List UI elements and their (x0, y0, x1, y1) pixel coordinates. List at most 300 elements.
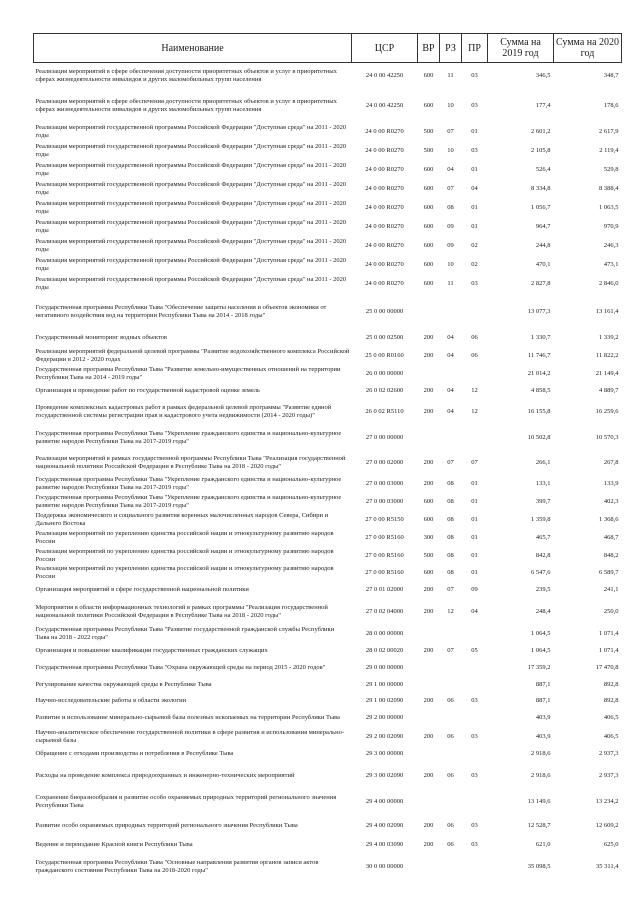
table-row (34, 63, 622, 90)
row-rz: 08 (447, 479, 454, 487)
row-rz: 09 (447, 223, 454, 230)
table-row (34, 275, 622, 294)
row-sum-2020: 625,0 (603, 840, 619, 848)
row-sum-2019: 244,8 (535, 242, 551, 249)
row-rz: 08 (447, 569, 454, 576)
row-sum-2019: 4 858,5 (531, 386, 551, 394)
table-row (34, 218, 622, 237)
row-pr: 01 (471, 223, 478, 230)
row-pr: 05 (471, 646, 478, 654)
table-row (34, 399, 622, 425)
row-csr: 26 0 00 00000 (365, 369, 404, 377)
row-vr: 500 (423, 551, 434, 559)
row-sum-2019: 21 014,2 (527, 369, 551, 377)
row-sum-2019: 13 149,6 (527, 797, 551, 805)
row-name: Реализация мероприятий государственной программы Российской Федерации "Доступная среда" на 2011 - 2020 годы (35, 162, 347, 177)
table-row (34, 565, 622, 582)
row-rz (440, 625, 462, 643)
row-sum-2020: 1 071,4 (599, 629, 619, 637)
row-csr: 24 0 00 R0270 (365, 261, 404, 268)
row-csr: 25 0 00 00000 (365, 307, 404, 315)
row-rz: 06 (447, 696, 454, 704)
table-row (34, 853, 622, 882)
row-name: Реализация мероприятий в рамках государственной программы Республики Тыва "Реализация государственной национальной политики Российской Федерации в Республике Тыва на 2018 - 2020 годы" (35, 454, 346, 470)
row-pr: 01 (471, 128, 478, 135)
row-name: Реализация мероприятий государственной программы Российской Федерации "Доступная среда" на 2011 - 2020 годы (35, 238, 347, 253)
row-name: Реализация мероприятий государственной программы Российской Федерации "Доступная среда" на 2011 - 2020 годы (35, 143, 347, 158)
table-row (34, 837, 622, 853)
row-rz: 11 (447, 280, 454, 287)
row-pr: 03 (471, 280, 478, 287)
table-row (34, 365, 622, 383)
row-name: Реализация мероприятий государственной программы Российской Федерации "Доступная среда" на 2011 - 2020 годы (35, 124, 347, 139)
table-row (34, 256, 622, 275)
row-pr: 12 (471, 386, 478, 394)
row-rz: 07 (447, 128, 454, 135)
row-sum-2020: 35 311,4 (595, 863, 619, 870)
row-csr: 27 0 00 03000 (365, 479, 404, 487)
row-csr: 24 0 00 42250 (365, 72, 404, 80)
row-pr (462, 294, 488, 330)
row-vr: 300 (423, 533, 434, 541)
table-row (34, 475, 622, 493)
row-csr: 27 0 00 R5160 (365, 551, 404, 559)
row-rz (440, 853, 462, 882)
row-name: Государственная программа Республики Тыва "Обеспечение защиты населения и объектов экономики от негативного воздействия вод на территории Республики Тыва на 2014 - 2018 годы" (35, 303, 327, 319)
row-sum-2020: 10 570,3 (595, 433, 619, 441)
row-sum-2019: 1 056,7 (531, 204, 551, 211)
row-sum-2020: 17 470,8 (595, 663, 619, 671)
row-sum-2020: 406,5 (603, 732, 619, 740)
row-name: Реализация мероприятий государственной программы Российской Федерации "Доступная среда" на 2011 - 2020 годы (35, 200, 347, 215)
row-vr (418, 677, 440, 693)
table-row (34, 383, 622, 399)
row-rz (440, 677, 462, 693)
row-sum-2019: 266,1 (535, 458, 551, 466)
row-csr: 27 0 00 R5160 (365, 569, 404, 576)
row-sum-2020: 267,8 (603, 458, 619, 466)
row-name: Государственный мониторинг водных объектов (35, 334, 167, 341)
row-rz (440, 746, 462, 763)
row-vr: 600 (423, 223, 434, 230)
row-vr: 200 (423, 407, 434, 415)
table-row (34, 746, 622, 763)
row-rz (440, 365, 462, 383)
row-vr (418, 746, 440, 763)
row-csr: 24 0 00 R0270 (365, 185, 404, 192)
row-vr (418, 294, 440, 330)
row-name: Реализация мероприятий по укреплению единства российской нации и этнокультурному развитию народов России (35, 529, 334, 545)
row-sum-2019: 964,7 (535, 223, 551, 230)
row-pr: 01 (471, 533, 478, 541)
table-row (34, 493, 622, 511)
row-pr: 03 (471, 771, 478, 779)
row-pr: 06 (471, 351, 478, 359)
row-pr: 07 (471, 458, 478, 466)
row-sum-2020: 4 889,7 (599, 386, 619, 394)
row-name: Государственная программа Республики Тыва "Укрепление гражданского единства и национально-культурное развитие народов Республики Тыва на 2017-2019 годы" (35, 493, 342, 509)
row-pr (462, 853, 488, 882)
row-sum-2019: 403,9 (535, 714, 551, 721)
row-name: Организация мероприятий в сфере государственной национальной политики (35, 586, 249, 593)
row-rz: 06 (447, 821, 454, 829)
row-sum-2019: 887,1 (535, 696, 551, 704)
row-name: Государственная программа Республики Тыва "Развитие земельно-имущественных отношений на территории Республики Тыва на 2014 - 2019 годы" (35, 365, 341, 381)
row-pr: 01 (471, 515, 478, 523)
row-pr: 01 (471, 551, 478, 559)
row-pr: 01 (471, 204, 478, 211)
row-sum-2019: 1 359,8 (531, 515, 551, 523)
row-pr (462, 789, 488, 815)
row-name: Реализация мероприятий государственной программы Российской Федерации "Доступная среда" на 2011 - 2020 годы (35, 219, 347, 234)
row-sum-2020: 1 368,6 (599, 515, 619, 523)
row-sum-2020: 241,1 (603, 586, 619, 593)
row-sum-2020: 970,9 (603, 223, 619, 230)
row-name: Регулирование качества окружающей среды в Республике Тыва (35, 680, 212, 688)
table-row (34, 161, 622, 180)
row-sum-2019: 465,7 (535, 533, 551, 541)
row-sum-2020: 1 063,5 (599, 204, 619, 211)
row-pr: 03 (471, 732, 478, 740)
row-rz: 06 (447, 840, 454, 848)
row-sum-2019: 177,4 (535, 102, 551, 109)
table-row (34, 789, 622, 815)
row-rz: 07 (447, 646, 454, 654)
row-rz: 10 (447, 102, 454, 109)
row-sum-2020: 1 071,4 (599, 646, 619, 654)
row-name: Государственная программа Республики Тыва "Основные направления развития органов записи актов гражданского состояния Республики Тыва на 2018-2020 годы" (35, 859, 319, 874)
row-sum-2020: 848,2 (603, 551, 619, 559)
row-sum-2019: 2 105,8 (531, 147, 551, 154)
row-pr: 03 (471, 696, 478, 704)
row-vr: 600 (423, 242, 434, 249)
table-row (34, 511, 622, 529)
row-name: Поддержка экономического и социального развития коренных малочисленных народов Севера, Сибири и Дальнего Востока (35, 511, 329, 527)
row-csr: 24 0 00 R0270 (365, 166, 404, 173)
row-csr: 29 0 00 00000 (365, 663, 404, 671)
row-csr: 28 0 00 00000 (365, 629, 404, 637)
row-sum-2020: 250,0 (603, 607, 619, 615)
row-pr: 12 (471, 407, 478, 415)
row-vr: 200 (423, 821, 434, 829)
row-pr: 03 (471, 821, 478, 829)
row-rz: 08 (447, 497, 454, 505)
row-csr: 29 4 00 03090 (365, 840, 404, 848)
row-sum-2019: 403,9 (535, 732, 551, 740)
row-sum-2019: 887,1 (535, 680, 551, 688)
row-rz: 11 (447, 72, 454, 80)
row-sum-2019: 17 359,2 (527, 663, 551, 671)
row-sum-2019: 842,8 (535, 551, 551, 559)
table-row (34, 547, 622, 565)
row-name: Государственная программа Республики Тыва "Укрепление гражданского единства и национально-культурное развитие народов Республики Тыва на 2017-2019 годы" (35, 429, 342, 445)
row-pr: 04 (471, 185, 478, 192)
row-rz: 08 (447, 515, 454, 523)
row-pr (462, 425, 488, 451)
row-vr: 600 (423, 515, 434, 523)
row-vr: 200 (423, 732, 434, 740)
table-row (34, 451, 622, 475)
row-vr: 600 (423, 185, 434, 192)
row-vr: 600 (423, 569, 434, 576)
table-row (34, 709, 622, 728)
row-pr: 02 (471, 261, 478, 268)
row-sum-2019: 13 077,3 (527, 307, 551, 315)
row-csr: 29 4 00 00000 (365, 797, 404, 805)
row-pr: 06 (471, 334, 478, 341)
row-sum-2019: 8 334,8 (531, 185, 551, 192)
row-csr: 27 0 00 03000 (365, 497, 404, 505)
row-csr: 27 0 00 R5160 (365, 533, 404, 541)
row-sum-2019: 2 918,6 (531, 750, 551, 757)
table-row (34, 643, 622, 659)
row-csr: 26 0 02 R5110 (365, 407, 404, 415)
row-vr: 600 (423, 166, 434, 173)
row-pr: 03 (471, 147, 478, 154)
row-vr: 200 (423, 771, 434, 779)
table-row (34, 347, 622, 365)
row-name: Реализация мероприятий по укреплению единства российской нации и этнокультурному развитию народов России (35, 565, 334, 580)
row-sum-2020: 2 119,4 (599, 147, 619, 154)
row-pr (462, 365, 488, 383)
table-body (34, 63, 622, 882)
row-csr: 24 0 00 R0270 (365, 242, 404, 249)
row-vr: 200 (423, 386, 434, 394)
row-vr (418, 709, 440, 728)
row-name: Расходы на проведение комплекса природоохранных и инженерно-технических мероприятий (35, 771, 295, 779)
row-csr: 29 2 00 00000 (365, 714, 404, 721)
row-rz: 09 (447, 242, 454, 249)
table-row (34, 90, 622, 123)
row-name: Реализация мероприятий по укреплению единства российской нации и этнокультурному развитию народов России (35, 547, 334, 563)
row-sum-2020: 13 234,2 (595, 797, 619, 805)
row-name: Государственная программа Республики Тыва "Охрана окружающей среды на период 2015 - 2020 годов" (35, 663, 326, 671)
table-row (34, 142, 622, 161)
row-sum-2020: 892,8 (603, 680, 619, 688)
row-csr: 24 0 00 R0270 (365, 280, 404, 287)
table-row (34, 425, 622, 451)
row-vr: 600 (423, 497, 434, 505)
row-vr (418, 789, 440, 815)
row-sum-2019: 11 746,7 (527, 351, 551, 359)
row-vr: 600 (423, 280, 434, 287)
row-name: Реализация мероприятий государственной программы Российской Федерации "Доступная среда" на 2011 - 2020 годы (35, 276, 347, 291)
row-rz: 04 (447, 386, 454, 394)
row-sum-2020: 468,7 (603, 533, 619, 541)
row-sum-2020: 348,7 (603, 72, 619, 80)
row-vr: 200 (423, 607, 434, 615)
row-rz: 10 (447, 147, 454, 154)
row-sum-2019: 133,1 (535, 479, 551, 487)
table-row (34, 199, 622, 218)
row-sum-2020: 2 846,0 (599, 280, 619, 287)
row-csr: 24 0 00 R0270 (365, 223, 404, 230)
row-sum-2019: 248,4 (535, 607, 551, 615)
row-vr: 200 (423, 334, 434, 341)
row-pr: 01 (471, 569, 478, 576)
table-row (34, 815, 622, 837)
row-rz: 04 (447, 166, 454, 173)
row-sum-2020: 21 149,4 (595, 369, 619, 377)
row-rz (440, 709, 462, 728)
row-rz: 07 (447, 586, 454, 593)
row-name: Реализация мероприятий государственной программы Российской Федерации "Доступная среда" на 2011 - 2020 годы (35, 181, 347, 196)
row-pr: 01 (471, 497, 478, 505)
row-name: Развитие особо охраняемых природных территорий регионального значения Республики Тыва (35, 821, 298, 829)
row-pr (462, 746, 488, 763)
row-rz: 08 (447, 533, 454, 541)
row-vr: 500 (423, 147, 434, 154)
row-name: Реализация мероприятий в сфере обеспечения доступности приоритетных объектов и услуг в приоритетных сферах жизнедеятельности инвалидов и других маломобильных групп населения (35, 68, 337, 84)
row-pr: 04 (471, 607, 478, 615)
header-vr: ВР (418, 34, 440, 63)
row-csr: 25 0 00 R0160 (365, 351, 404, 359)
row-csr: 26 0 02 02600 (365, 386, 404, 394)
table-header-row (34, 34, 622, 63)
row-pr: 01 (471, 166, 478, 173)
row-name: Мероприятия в области информационных технологий в рамках программы "Реализация государственной национальной политики Российской Федерации в Республике Тыва на 2018 - 2020 годы" (35, 603, 328, 619)
row-sum-2020: 892,8 (603, 696, 619, 704)
table-row (34, 294, 622, 330)
row-csr: 24 0 00 R0270 (365, 147, 404, 154)
row-csr: 24 0 00 R0270 (365, 204, 404, 211)
row-sum-2020: 12 609,2 (595, 821, 619, 829)
row-csr: 29 1 00 00000 (365, 680, 404, 688)
row-sum-2020: 8 388,4 (599, 185, 619, 192)
row-pr (462, 625, 488, 643)
row-vr: 600 (423, 72, 434, 80)
row-name: Проведение комплексных кадастровых работ в рамках федеральной целевой программы "Развитие единой государственной системы регистрации прав и кадастрового учета недвижимости (2014 - 2020 годы)" (35, 403, 332, 419)
row-pr: 03 (471, 102, 478, 109)
row-pr (462, 709, 488, 728)
row-vr: 500 (423, 128, 434, 135)
row-name: Реализация мероприятий государственной программы Российской Федерации "Доступная среда" на 2011 - 2020 годы (35, 257, 347, 272)
row-sum-2019: 621,0 (535, 840, 551, 848)
table-row (34, 659, 622, 677)
row-rz: 04 (447, 407, 454, 415)
row-sum-2019: 346,5 (535, 72, 551, 80)
row-csr: 27 0 02 04000 (365, 607, 404, 615)
row-sum-2019: 239,5 (535, 586, 551, 593)
row-name: Научно-аналитическое обеспечение государственной политики в сфере развития и использования минерально-сырьевой базы (35, 728, 344, 744)
row-sum-2019: 16 155,8 (527, 407, 551, 415)
row-rz: 04 (447, 351, 454, 359)
row-vr: 600 (423, 261, 434, 268)
row-vr: 200 (423, 696, 434, 704)
row-sum-2019: 399,7 (535, 497, 551, 505)
row-sum-2019: 35 098,5 (527, 863, 551, 870)
row-sum-2019: 12 528,7 (527, 821, 551, 829)
header-csr: ЦСР (352, 34, 418, 63)
header-sum-2019: Сумма на 2019 год (488, 34, 554, 63)
row-csr: 29 3 00 02090 (365, 771, 404, 779)
row-name: Развитие и использование минерально-сырьевой базы полезных ископаемых на территории Республики Тыва (35, 714, 340, 721)
row-pr (462, 677, 488, 693)
row-sum-2020: 16 259,6 (595, 407, 619, 415)
row-sum-2019: 470,1 (535, 261, 551, 268)
row-name: Ведение и переиздание Красной книги Республики Тыва (35, 840, 193, 848)
row-rz: 07 (447, 185, 454, 192)
row-rz: 08 (447, 551, 454, 559)
row-vr: 200 (423, 646, 434, 654)
row-name: Организация и проведение работ по государственной кадастровой оценке земель (35, 386, 261, 394)
row-vr: 200 (423, 458, 434, 466)
row-name: Научно-исследовательские работы в области экологии (35, 696, 187, 704)
row-sum-2020: 529,8 (603, 166, 619, 173)
row-sum-2020: 1 339,2 (599, 334, 619, 341)
row-sum-2019: 10 502,8 (527, 433, 551, 441)
row-rz: 04 (447, 334, 454, 341)
row-csr: 27 0 00 R5150 (365, 515, 404, 523)
row-csr: 29 4 00 02090 (365, 821, 404, 829)
row-csr: 28 0 02 00020 (365, 646, 404, 654)
row-vr: 600 (423, 204, 434, 211)
table-row (34, 330, 622, 347)
row-sum-2020: 246,3 (603, 242, 619, 249)
budget-table (33, 33, 622, 882)
table-row (34, 763, 622, 789)
header-pr: ПР (462, 34, 488, 63)
row-name: Государственная программа Республики Тыва "Развитие государственной гражданской службы Республики Тыва на 2018 - 2022 годы" (35, 625, 335, 641)
row-vr (418, 365, 440, 383)
row-pr: 03 (471, 72, 478, 80)
row-sum-2020: 133,9 (603, 479, 619, 487)
row-name: Реализация мероприятий федеральной целевой программы "Развитие водохозяйственного комплекса Российской Федерации в 2012 - 2020 годах (35, 347, 350, 363)
row-pr: 02 (471, 242, 478, 249)
table-row (34, 237, 622, 256)
table-row (34, 625, 622, 643)
row-sum-2019: 2 918,6 (531, 771, 551, 779)
row-pr (462, 659, 488, 677)
row-rz: 06 (447, 771, 454, 779)
row-sum-2020: 178,6 (603, 102, 619, 109)
row-name: Сохранение биоразнообразия и развитие особо охраняемых природных территорий регионального значения Республики Тыва (35, 793, 337, 809)
table-row (34, 529, 622, 547)
row-vr (418, 853, 440, 882)
row-vr: 200 (423, 586, 434, 593)
row-vr: 600 (423, 102, 434, 109)
row-vr: 200 (423, 840, 434, 848)
row-csr: 30 0 00 00000 (365, 863, 404, 870)
header-sum-2020: Сумма на 2020 год (554, 34, 622, 63)
row-rz (440, 659, 462, 677)
row-sum-2019: 1 330,7 (531, 334, 551, 341)
row-rz: 06 (447, 732, 454, 740)
row-vr (418, 425, 440, 451)
row-rz: 08 (447, 204, 454, 211)
row-vr (418, 659, 440, 677)
table-row (34, 728, 622, 746)
row-vr: 200 (423, 351, 434, 359)
row-sum-2020: 13 161,4 (595, 307, 619, 315)
row-csr: 24 0 00 R0270 (365, 128, 404, 135)
row-csr: 29 3 00 00000 (365, 750, 404, 757)
row-sum-2020: 402,3 (603, 497, 619, 505)
row-vr: 200 (423, 479, 434, 487)
row-sum-2020: 2 937,3 (599, 771, 619, 779)
row-sum-2020: 2 617,9 (599, 128, 619, 135)
row-name: Государственная программа Республики Тыва "Укрепление гражданского единства и национально-культурное развитие народов Республики Тыва на 2017-2019 годы" (35, 475, 342, 491)
row-rz: 10 (447, 261, 454, 268)
row-name: Реализация мероприятий в сфере обеспечения доступности приоритетных объектов и услуг в приоритетных сферах жизнедеятельности инвалидов и других маломобильных групп населения (35, 98, 337, 113)
row-sum-2020: 406,5 (603, 714, 619, 721)
row-csr: 29 1 00 02090 (365, 696, 404, 704)
row-sum-2019: 2 827,8 (531, 280, 551, 287)
row-rz (440, 425, 462, 451)
row-sum-2019: 1 064,5 (531, 646, 551, 654)
table-row (34, 599, 622, 625)
row-csr: 27 0 01 02000 (365, 586, 404, 593)
